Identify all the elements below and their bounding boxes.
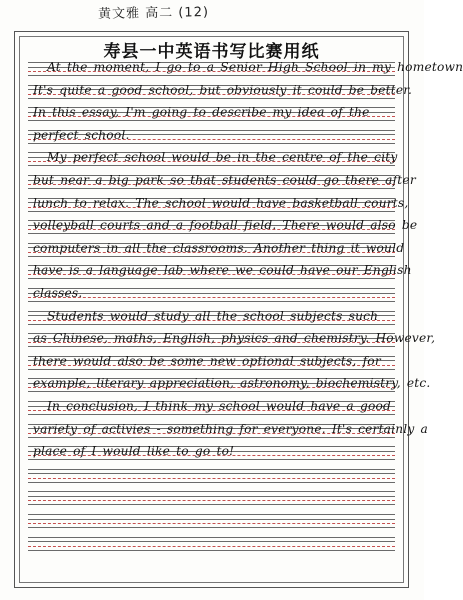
essay-line: have is a language lab where we could have our English xyxy=(33,263,412,278)
writing-sheet xyxy=(14,31,463,588)
essay-line: At the moment, I go to a Senior High School in my hometown xyxy=(47,60,463,74)
essay-line: classes. xyxy=(33,286,83,300)
essay-line: In this essay, I'm going to describe my idea of the xyxy=(33,105,370,120)
essay-line: It's quite a good school, but obviously it could be better. xyxy=(33,82,413,97)
student-name: 黄文雅 高二 (12) xyxy=(97,5,210,22)
essay-line: My perfect school would be in the centre of the city xyxy=(47,150,398,165)
essay-line: as Chinese, maths, English, physics and chemistry. However, xyxy=(33,331,436,346)
essay-line: perfect school. xyxy=(33,127,130,142)
essay-line xyxy=(33,465,394,483)
essay-line xyxy=(33,533,394,551)
sheet-title: 寿县一中英语书写比赛用纸 xyxy=(103,42,320,62)
essay-line: example, literary appreciation, astronomy, biochemistry, etc. xyxy=(33,376,431,391)
essay-line xyxy=(33,510,394,528)
essay-line: lunch to relax. The school would have basketball courts, xyxy=(33,195,409,210)
essay-line: variety of activies - something for everyone. It's certainly a xyxy=(33,421,429,436)
ruled-lines xyxy=(15,32,463,587)
essay-line: volleyball courts and a football field. There would also be xyxy=(33,218,418,233)
essay-line: Students would study all the school subjects such xyxy=(47,308,379,323)
essay-line: place of I would like to go to! xyxy=(33,444,235,459)
essay-line: there would also be some new optional subjects, for xyxy=(33,353,381,368)
essay-line: In conclusion, I think my school would have a good xyxy=(47,399,392,413)
essay-line: but near a big park so that students could go there after xyxy=(33,173,416,187)
essay-line: computers in all the classrooms. Another thing it would xyxy=(33,240,405,255)
essay-line xyxy=(33,487,394,505)
